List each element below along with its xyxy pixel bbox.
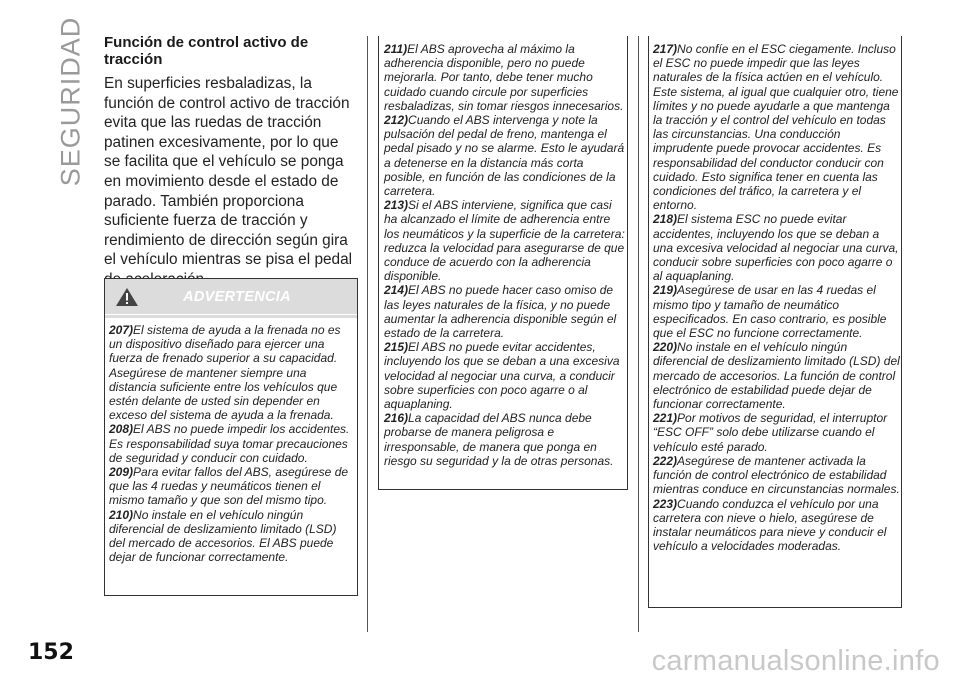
note-item — [653, 212, 901, 283]
note-number: 216) — [384, 411, 409, 426]
note-number: 208) — [109, 422, 134, 437]
section-heading: Función de control activo de tracción — [104, 34, 309, 68]
note-text: El ABS no puede impedir los accidentes. Es responsabilidad suya tomar precauciones de seguridad y conducir con cuidado. — [109, 422, 350, 465]
column-divider — [367, 36, 368, 632]
note-text: No instale en el vehículo ningún diferencial de deslizamiento limitado (LSD) del mercado de accesorios. La función de control electrónico de estabilidad puede dejar de funcionar correctamente. — [653, 340, 900, 412]
note-item — [384, 283, 626, 340]
note-text: Por motivos de seguridad, el interruptor “ESC OFF” solo debe utilizarse cuando el vehículo esté parado. — [653, 411, 888, 454]
note-number: 220) — [653, 340, 678, 355]
note-text: Asegúrese de usar en las 4 ruedas el mismo tipo y tamaño de neumático especificados. En caso contrario, es posible que el ESC no funcione correctamente. — [653, 283, 887, 341]
section-label-text: SEGURIDAD — [55, 16, 86, 186]
note-item — [109, 323, 355, 422]
note-number: 223) — [653, 496, 678, 511]
note-number: 209) — [109, 465, 134, 480]
note-number: 210) — [109, 507, 134, 522]
note-text: El ABS no puede evitar accidentes, incluyendo los que se deban a una excesiva velocidad al negociar una curva, a conducir sobre superficies con poco agarre o al aquaplaning. — [384, 340, 620, 412]
note-text: Asegúrese de mantener activada la función de control electrónico de estabilidad mientras conduce en circunstancias normales. — [653, 453, 900, 497]
note-number: 212) — [384, 113, 409, 128]
section-side-label — [55, 16, 86, 186]
note-item — [384, 42, 626, 113]
warning-notes — [109, 323, 355, 564]
note-item — [653, 340, 901, 411]
note-number: 219) — [653, 283, 678, 298]
note-item — [653, 497, 901, 554]
note-number: 207) — [109, 323, 134, 337]
note-item — [109, 422, 355, 465]
note-item — [384, 411, 626, 468]
warning-box — [104, 278, 358, 596]
note-text: No confíe en el ESC ciegamente. Incluso el ESC no puede impedir que las leyes naturales de la física actúen en el vehículo. Este sistema, al igual que cualquier otro, tiene límites y no puede ayudarle a que mantenga la tracción y el control del vehículo en todas las circunstancias. Una conducción imprudente puede provocar accidentes. Es responsabilidad del conductor conducir con cuidado. Esto significa tener en cuenta las condiciones del tráfico, la carretera y el entorno. — [653, 42, 899, 213]
note-item — [653, 411, 901, 454]
warning-header-band — [105, 315, 357, 319]
note-number: 217) — [653, 42, 678, 56]
note-item — [109, 508, 355, 565]
notes-list — [384, 42, 626, 468]
note-item — [653, 42, 901, 212]
note-number: 221) — [653, 411, 678, 426]
note-text: Cuando conduzca el vehículo por una carretera con nieve o hielo, asegúrese de instalar neumáticos para nieve y conducir el vehículo a velocidades moderadas. — [653, 496, 887, 554]
note-text: No instale en el vehículo ningún diferencial de deslizamiento limitado (LSD) del mercado de accesorios. El ABS puede dejar de funcionar correctamente. — [109, 507, 337, 565]
watermark: carmanualsonline.info — [651, 645, 940, 677]
note-number: 218) — [653, 212, 678, 227]
note-text: Si el ABS interviene, significa que casi ha alcanzado el límite de adherencia entre los neumáticos y la superficie de la carretera: reduzca la velocidad para asegurarse de que conduce de acuerdo con la adherencia disponible. — [384, 198, 625, 284]
note-item — [384, 198, 626, 283]
body-paragraph: En superficies resbaladizas, la función de control activo de tracción evita que las ruedas de tracción patinen excesivamente, por lo que se facilita que el vehículo se ponga en movimiento desde el estado de parado. También proporciona suficiente fuerza de tracción y rendimiento de dirección según gira el vehículo mientras se pisa el pedal — [104, 75, 353, 269]
note-text: Para evitar fallos del ABS, asegúrese de que las 4 ruedas y neumáticos tienen el mismo tamaño y que son del mismo tipo. — [109, 465, 349, 508]
notes-column-2 — [378, 36, 628, 490]
notes-list — [653, 42, 901, 553]
note-text: El ABS no puede hacer caso omiso de las leyes naturales de la física, y no puede aumentar la adherencia disponible según el estado de la carretera. — [384, 283, 617, 341]
intro-column — [104, 34, 358, 308]
note-text: La capacidad del ABS nunca debe probarse de manera peligrosa e irresponsable, de manera que ponga en riesgo su seguridad y la de otras personas. — [384, 411, 614, 468]
warning-triangle-icon — [115, 287, 139, 307]
note-item — [653, 454, 901, 497]
note-item — [384, 113, 626, 198]
note-number: 214) — [384, 283, 409, 298]
notes-column-3 — [648, 36, 902, 608]
note-item — [653, 283, 901, 340]
note-number: 222) — [653, 453, 678, 468]
note-number: 213) — [384, 198, 409, 213]
note-text: El ABS aprovecha al máximo la adherencia disponible, pero no puede mejorarla. Por tanto, debe tener mucho cuidado cuando circule por superficies resbaladizas, sin tomar riesgos innecesarios. — [384, 42, 624, 113]
warning-header — [105, 279, 357, 315]
note-number: 215) — [384, 340, 409, 355]
page-number: 152 — [28, 640, 74, 665]
note-item — [109, 465, 355, 508]
note-item — [384, 340, 626, 411]
column-divider — [638, 36, 639, 632]
note-text: Cuando el ABS intervenga y note la pulsación del pedal de freno, mantenga el pedal pisado y no se alarme. Esto le ayudará a detenerse en la distancia más corta posible, en función de las condiciones de la carretera. — [384, 113, 625, 199]
warning-title: ADVERTENCIA — [183, 288, 291, 305]
note-text: El sistema de ayuda a la frenada no es un dispositivo diseñado para ejercer una fuerza de frenado superior a su capacidad. Asegúrese de mantener siempre una distancia suficiente entre los vehículos que estén delante de usted sin depender en exceso del sistema de ayuda a la frenada. — [109, 323, 341, 423]
note-text: El sistema ESC no puede evitar accidentes, incluyendo los que se deban a una excesiva velocidad al negociar una curva, conducir sobre superficies con poco agarre o al aquaplaning. — [653, 212, 899, 284]
note-number: 211) — [384, 42, 408, 56]
